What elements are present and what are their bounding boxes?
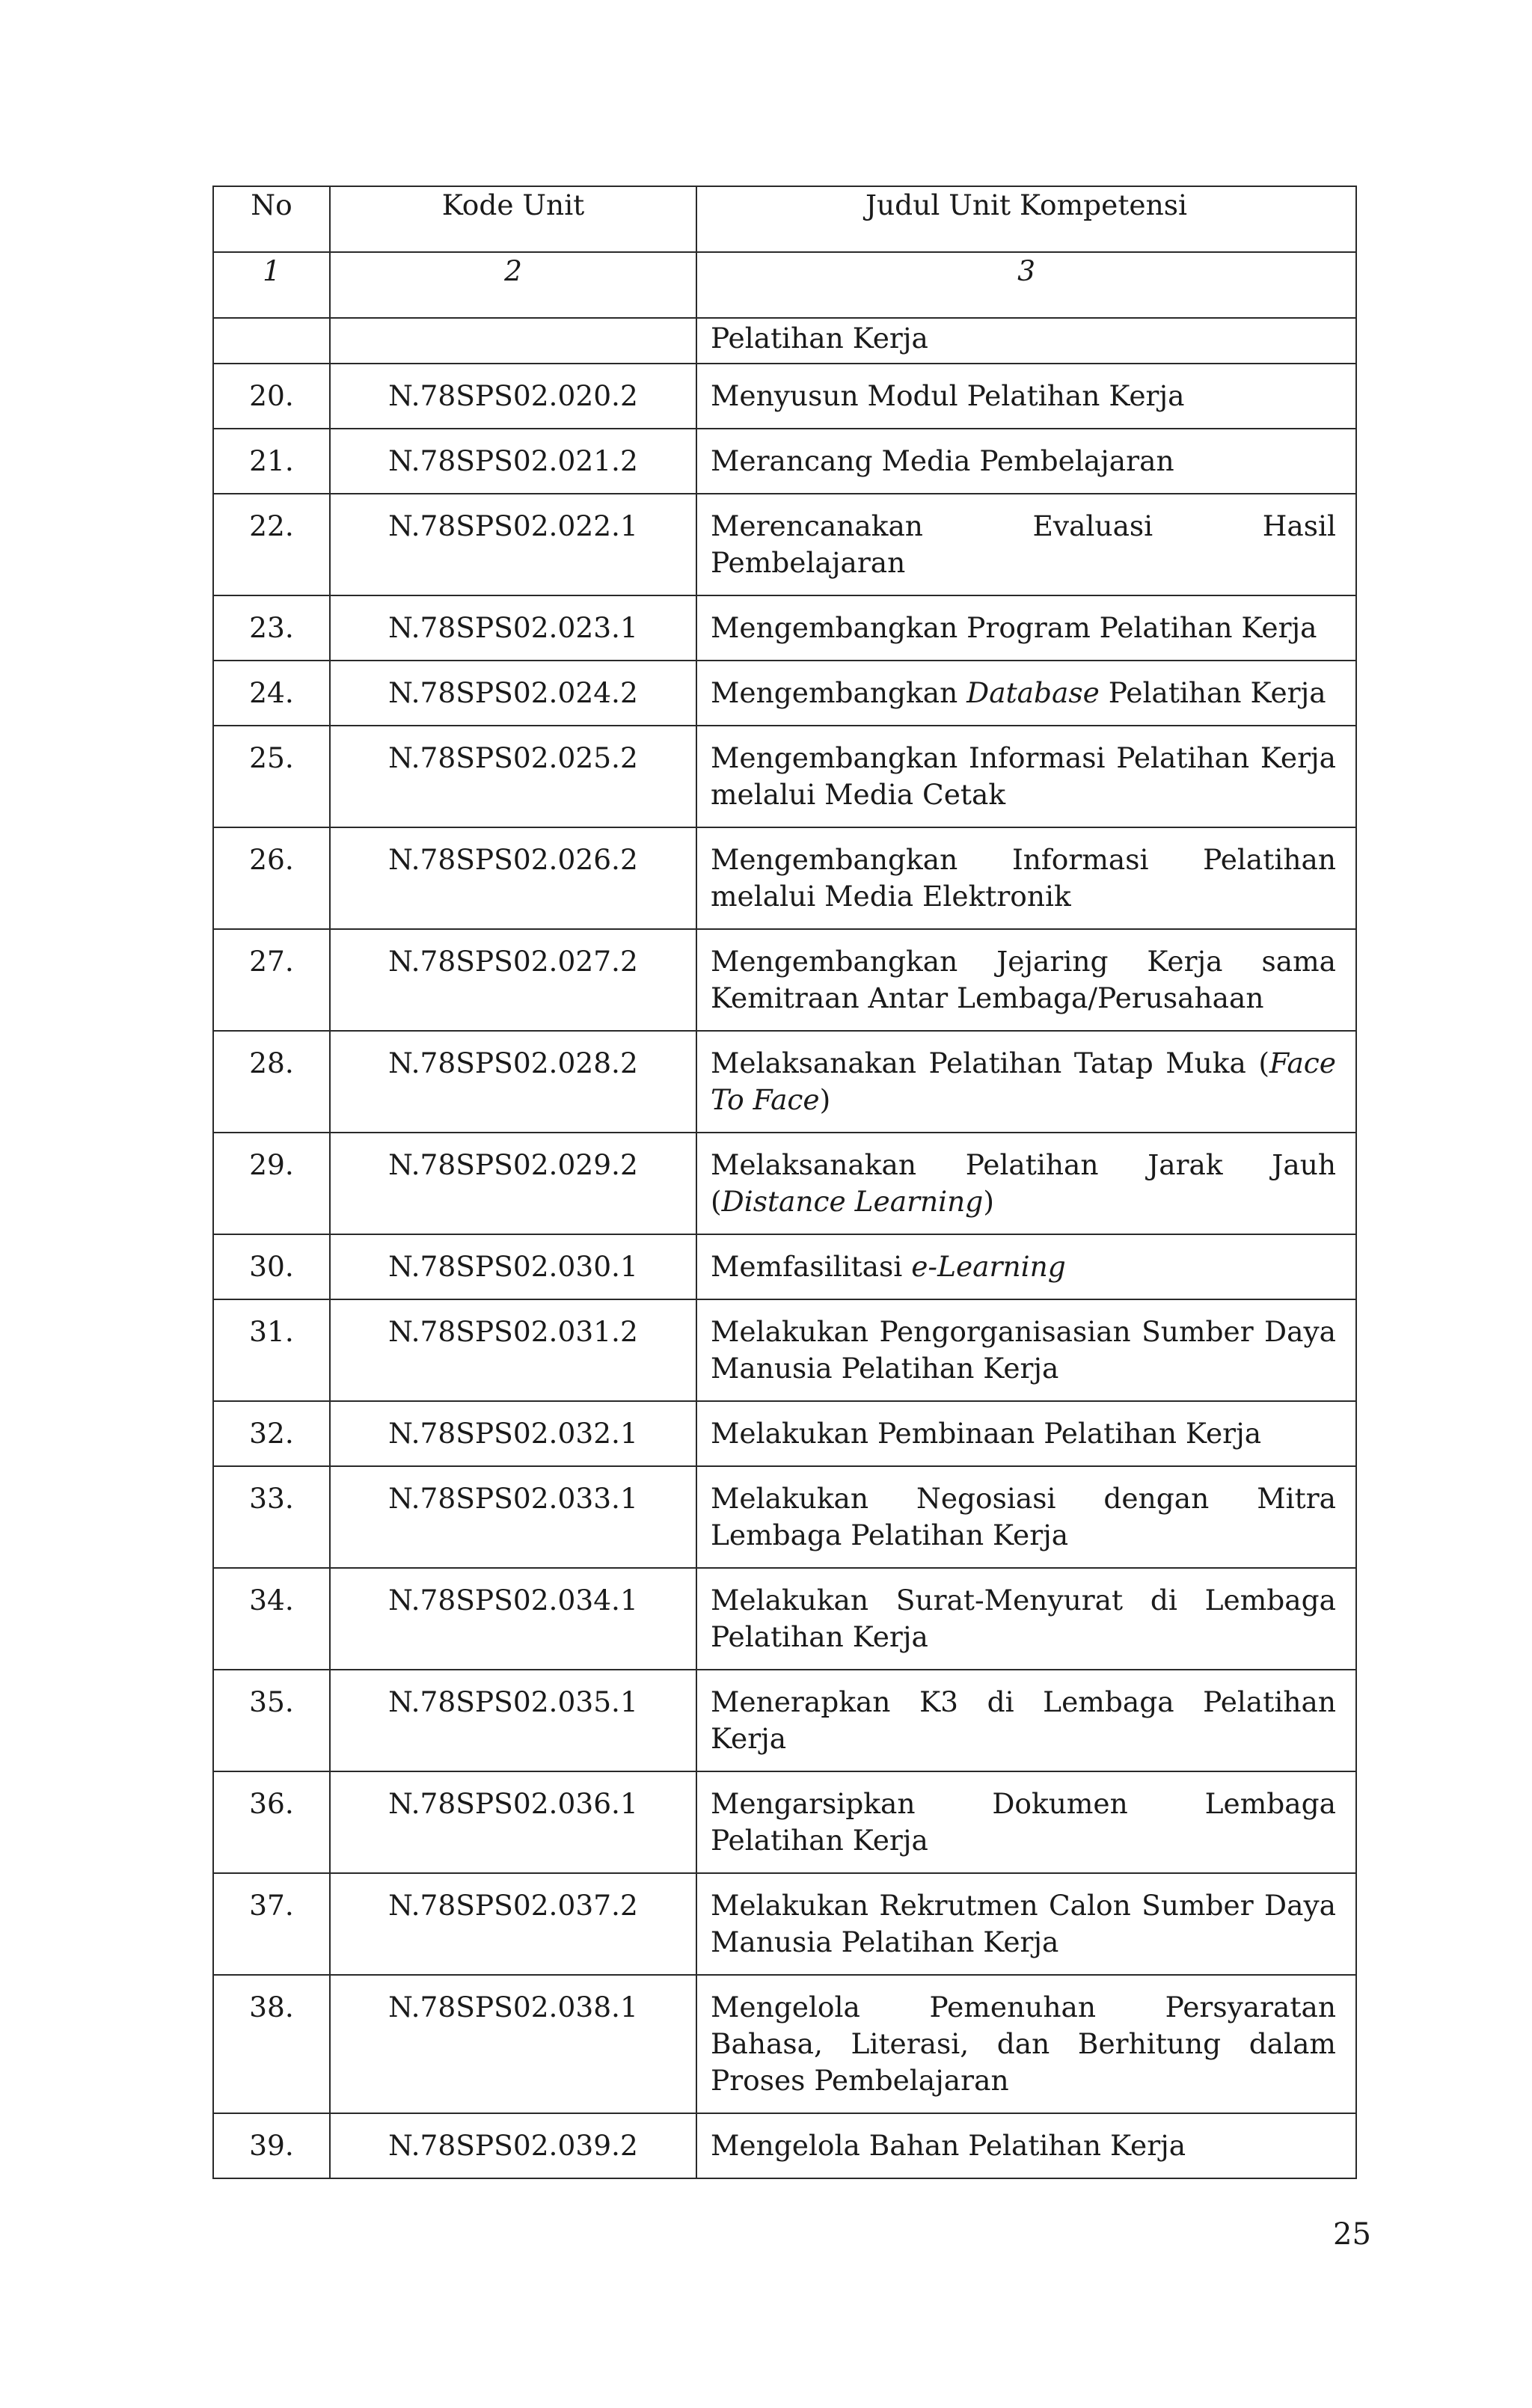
cell-kode-unit: N.78SPS02.039.2	[330, 2113, 696, 2178]
table-row	[213, 364, 1356, 429]
title-text: Mengelola Pemenuhan Persyaratan Bahasa, Literasi, dan Berhitung dalam Proses Pembelajaran	[711, 1991, 1336, 2097]
cell-judul-unit	[696, 494, 1356, 595]
table-row	[213, 929, 1356, 1031]
title-text: Mengembangkan Jejaring Kerja sama Kemitraan Antar Lembaga/Perusahaan	[711, 945, 1336, 1014]
cell-no: 31.	[213, 1299, 330, 1401]
title-text: Menyusun Modul Pelatihan Kerja	[711, 379, 1185, 412]
title-text: Melaksanakan Pelatihan Tatap Muka (	[711, 1047, 1269, 1079]
header-kode-unit: Kode Unit	[330, 186, 696, 252]
cell-kode-unit	[330, 318, 696, 364]
table-row	[213, 1670, 1356, 1771]
table-row	[213, 1401, 1356, 1466]
cell-judul-unit	[696, 1031, 1356, 1133]
italic-term: Face To Face	[711, 1047, 1336, 1116]
italic-term: Distance Learning	[721, 1185, 984, 1218]
table-row	[213, 1466, 1356, 1568]
title-text: Mengembangkan Informasi Pelatihan melalui Media Elektronik	[711, 843, 1336, 913]
cell-kode-unit: N.78SPS02.036.1	[330, 1771, 696, 1873]
title-text: Melakukan Pengorganisasian Sumber Daya Manusia Pelatihan Kerja	[711, 1315, 1336, 1385]
table-row	[213, 726, 1356, 827]
italic-term: Database	[966, 676, 1100, 709]
cell-kode-unit: N.78SPS02.021.2	[330, 429, 696, 494]
cell-judul-unit	[696, 827, 1356, 929]
cell-judul-unit	[696, 1873, 1356, 1975]
cell-judul-unit	[696, 364, 1356, 429]
cell-no: 25.	[213, 726, 330, 827]
title-text: Merancang Media Pembelajaran	[711, 444, 1174, 477]
title-text: Mengembangkan Program Pelatihan Kerja	[711, 611, 1317, 644]
title-text: Melakukan Rekrutmen Calon Sumber Daya Manusia Pelatihan Kerja	[711, 1889, 1336, 1958]
competency-table	[212, 186, 1357, 2179]
column-index-1: 1	[213, 252, 330, 318]
header-no: No	[213, 186, 330, 252]
cell-no: 38.	[213, 1975, 330, 2113]
cell-judul-unit	[696, 595, 1356, 661]
table-row-continuation	[213, 318, 1356, 364]
cell-judul-unit	[696, 1975, 1356, 2113]
cell-kode-unit: N.78SPS02.022.1	[330, 494, 696, 595]
cell-kode-unit: N.78SPS02.030.1	[330, 1234, 696, 1299]
cell-no: 28.	[213, 1031, 330, 1133]
cell-no: 35.	[213, 1670, 330, 1771]
table-row	[213, 1133, 1356, 1234]
cell-judul-unit	[696, 1771, 1356, 1873]
cell-no: 36.	[213, 1771, 330, 1873]
cell-kode-unit: N.78SPS02.025.2	[330, 726, 696, 827]
cell-kode-unit: N.78SPS02.027.2	[330, 929, 696, 1031]
title-text: Pelatihan Kerja	[711, 322, 928, 355]
cell-judul-unit	[696, 726, 1356, 827]
cell-kode-unit: N.78SPS02.028.2	[330, 1031, 696, 1133]
table-row	[213, 1568, 1356, 1670]
column-index-3: 3	[696, 252, 1356, 318]
table-row	[213, 1975, 1356, 2113]
cell-judul-unit	[696, 661, 1356, 726]
header-judul-unit: Judul Unit Kompetensi	[696, 186, 1356, 252]
table-row	[213, 429, 1356, 494]
cell-kode-unit: N.78SPS02.033.1	[330, 1466, 696, 1568]
cell-judul-unit	[696, 1234, 1356, 1299]
title-text: Mengembangkan	[711, 676, 967, 709]
title-text: )	[983, 1185, 994, 1218]
cell-judul-unit	[696, 1568, 1356, 1670]
table-header-row	[213, 186, 1356, 252]
title-text: Memfasilitasi	[711, 1250, 912, 1283]
cell-kode-unit: N.78SPS02.038.1	[330, 1975, 696, 2113]
cell-no: 21.	[213, 429, 330, 494]
table-row	[213, 1234, 1356, 1299]
cell-kode-unit: N.78SPS02.024.2	[330, 661, 696, 726]
cell-judul-unit	[696, 2113, 1356, 2178]
cell-kode-unit: N.78SPS02.020.2	[330, 364, 696, 429]
cell-kode-unit: N.78SPS02.032.1	[330, 1401, 696, 1466]
cell-kode-unit: N.78SPS02.034.1	[330, 1568, 696, 1670]
cell-no: 29.	[213, 1133, 330, 1234]
cell-no: 20.	[213, 364, 330, 429]
cell-no: 27.	[213, 929, 330, 1031]
table-row	[213, 1873, 1356, 1975]
cell-kode-unit: N.78SPS02.037.2	[330, 1873, 696, 1975]
cell-no: 39.	[213, 2113, 330, 2178]
cell-no: 33.	[213, 1466, 330, 1568]
cell-kode-unit: N.78SPS02.031.2	[330, 1299, 696, 1401]
table-row	[213, 1299, 1356, 1401]
cell-judul-unit	[696, 429, 1356, 494]
title-text: Melakukan Pembinaan Pelatihan Kerja	[711, 1417, 1262, 1450]
table-row	[213, 827, 1356, 929]
cell-kode-unit: N.78SPS02.029.2	[330, 1133, 696, 1234]
table-row	[213, 595, 1356, 661]
cell-judul-unit	[696, 1133, 1356, 1234]
title-text: )	[819, 1083, 831, 1116]
title-text: Mengarsipkan Dokumen Lembaga Pelatihan Kerja	[711, 1787, 1336, 1857]
cell-judul-unit	[696, 1401, 1356, 1466]
cell-no: 22.	[213, 494, 330, 595]
cell-kode-unit: N.78SPS02.026.2	[330, 827, 696, 929]
cell-kode-unit: N.78SPS02.035.1	[330, 1670, 696, 1771]
column-index-2: 2	[330, 252, 696, 318]
cell-judul-unit	[696, 318, 1356, 364]
cell-no: 32.	[213, 1401, 330, 1466]
table-row	[213, 2113, 1356, 2178]
cell-no: 37.	[213, 1873, 330, 1975]
italic-term: e-Learning	[911, 1250, 1066, 1283]
cell-judul-unit	[696, 1299, 1356, 1401]
page-number: 25	[1333, 2217, 1371, 2252]
title-text: Pelatihan Kerja	[1099, 676, 1326, 709]
title-text: Melakukan Surat-Menyurat di Lembaga Pelatihan Kerja	[711, 1584, 1336, 1653]
title-text: Merencanakan Evaluasi Hasil Pembelajaran	[711, 509, 1336, 579]
title-text: Menerapkan K3 di Lembaga Pelatihan Kerja	[711, 1685, 1336, 1755]
cell-judul-unit	[696, 929, 1356, 1031]
cell-no: 30.	[213, 1234, 330, 1299]
title-text: Mengelola Bahan Pelatihan Kerja	[711, 2129, 1186, 2162]
cell-kode-unit: N.78SPS02.023.1	[330, 595, 696, 661]
title-text: Melakukan Negosiasi dengan Mitra Lembaga Pelatihan Kerja	[711, 1482, 1336, 1551]
table-row	[213, 661, 1356, 726]
cell-no: 24.	[213, 661, 330, 726]
table-row	[213, 1031, 1356, 1133]
cell-judul-unit	[696, 1670, 1356, 1771]
table-row	[213, 1771, 1356, 1873]
column-index-row	[213, 252, 1356, 318]
title-text: Melaksanakan Pelatihan Jarak Jauh (	[711, 1148, 1336, 1218]
title-text: Mengembangkan Informasi Pelatihan Kerja melalui Media Cetak	[711, 741, 1336, 811]
cell-judul-unit	[696, 1466, 1356, 1568]
cell-no: 23.	[213, 595, 330, 661]
cell-no: 26.	[213, 827, 330, 929]
table-row	[213, 494, 1356, 595]
cell-no: 34.	[213, 1568, 330, 1670]
cell-no	[213, 318, 330, 364]
